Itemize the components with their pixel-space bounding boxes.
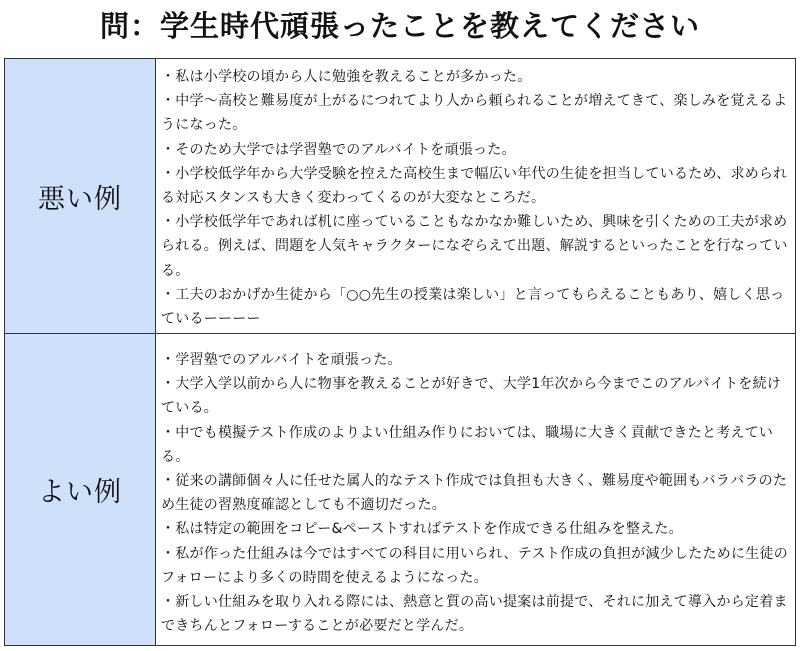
bad-example-label: 悪い例 [5, 59, 156, 333]
good-example-item: ・従来の講師個々人に任せた属人的なテスト作成では負担も大きく、難易度や範囲もバラバラのため生徒の習熟度確認としても不適切だった。 [161, 473, 788, 514]
good-example-item: ・私は特定の範囲をコピー&ペーストすればテストを作成できる仕組みを整えた。 [161, 521, 683, 538]
comparison-table [4, 58, 796, 646]
good-example-label: よい例 [5, 334, 156, 645]
bad-example-content [156, 59, 795, 333]
page-title: 問：学生時代頑張ったことを教えてください [99, 9, 700, 43]
good-example-item: ・私が作った仕組みは今ではすべての科目に用いられ、テスト作成の負担が減少したために生徒のフォローにより多くの時間を使えるようになった。 [161, 545, 788, 586]
bad-example-item: ・工夫のおかげか生徒から「○○先生の授業は楽しい」と言ってもらえることもあり、嬉しく思っているーーーー [161, 286, 785, 328]
bad-example-item: ・中学〜高校と難易度が上がるにつれてより人から頼られることが増えてきて、楽しみを覚えるようになった。 [161, 93, 788, 134]
good-example-item: ・学習塾でのアルバイトを頑張った。 [161, 352, 402, 368]
bad-example-item: ・そのため大学では学習塾でのアルバイトを頑張った。 [161, 141, 516, 158]
bad-example-item: ・小学校低学年から大学受験を控えた高校生まで幅広い年代の生徒を担当しているため、求められる対応スタンスも大きく変わってくるのが大変なところだ。 [161, 165, 788, 207]
good-example-item: ・中でも模擬テスト作成のよりよい仕組み作りにおいては、職場に大きく貢献できたと考えている。 [161, 424, 774, 465]
bad-example-row [5, 59, 795, 334]
bad-example-item: ・小学校低学年であれば机に座っていることもなかなか難しいため、興味を引くための工夫が求められる。例えば、問題を人気キャラクターになぞらえて出題、解説するといったことを行なっている。 [161, 214, 788, 279]
good-example-row [5, 334, 795, 645]
good-example-content [156, 334, 795, 645]
good-example-item: ・新しい仕組みを取り入れる際には、熱意と質の高い提案は前提で、それに加えて導入から定着まできちんとフォローすることが必要だと学んだ。 [161, 594, 788, 635]
good-example-item: ・大学入学以前から人に物事を教えることが好きで、大学1年次から今までこのアルバイトを続けている。 [161, 376, 782, 417]
bad-example-item: ・私は小学校の頃から人に勉強を教えることが多かった。 [161, 69, 532, 85]
